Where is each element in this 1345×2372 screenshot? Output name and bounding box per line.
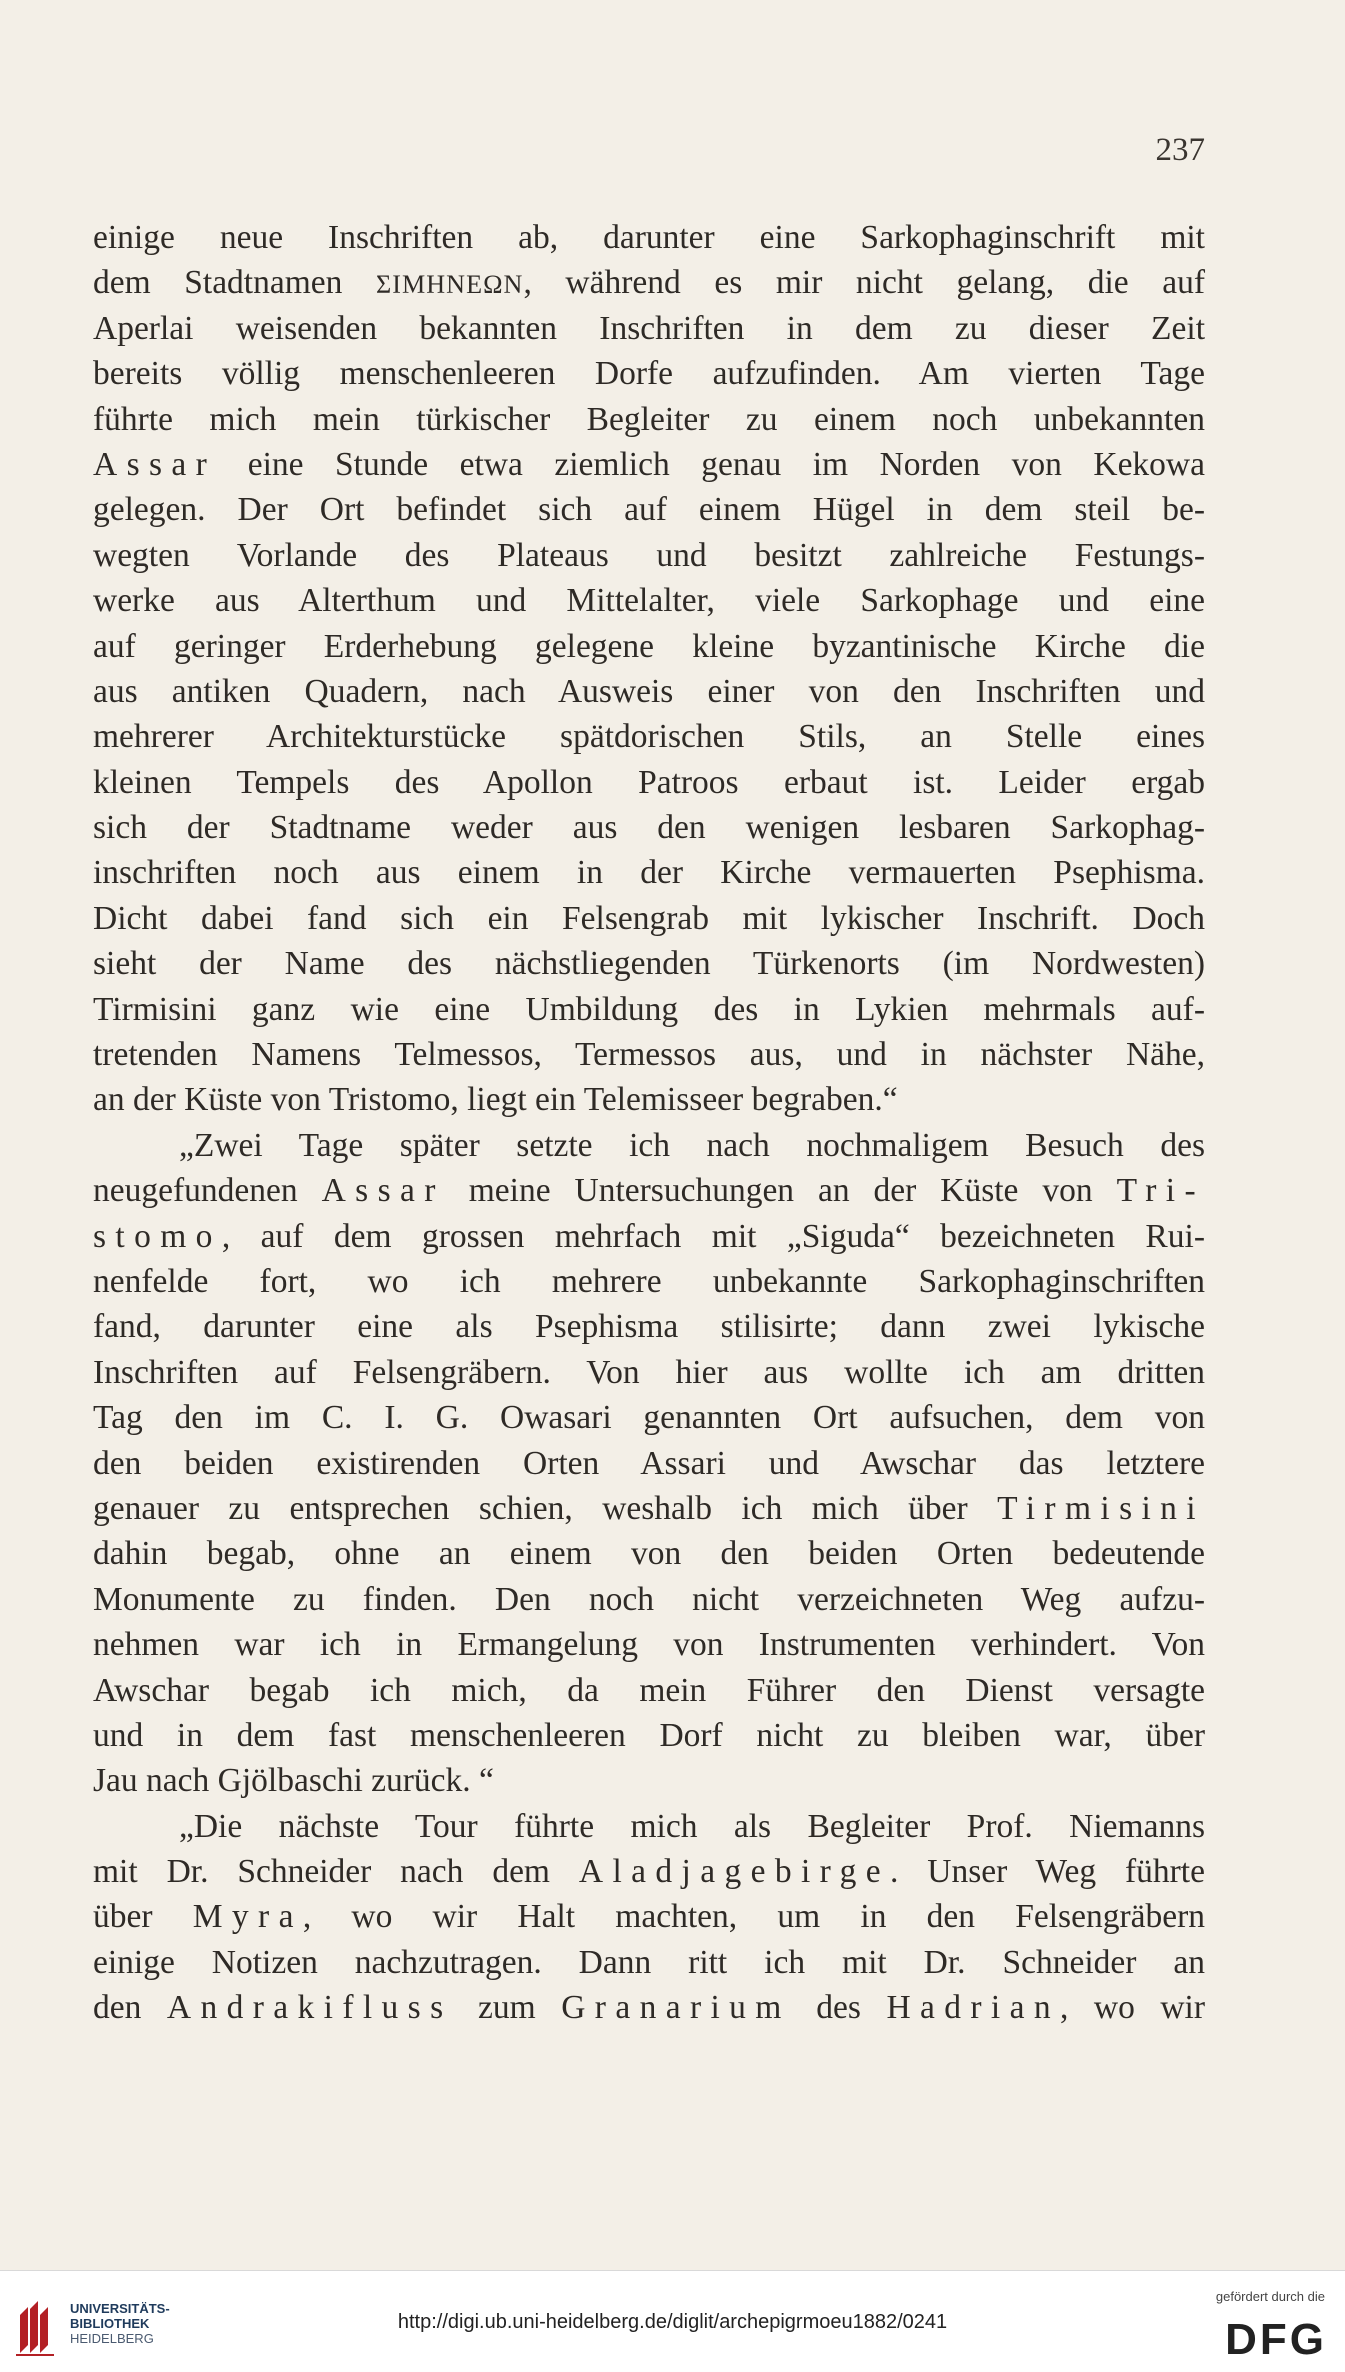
spaced-emphasis: Assar bbox=[93, 445, 217, 483]
text-line bbox=[93, 351, 1205, 396]
text-run: Tirmisini ganz wie eine Umbildung des in Lykien mehrmals auf- bbox=[93, 990, 1205, 1028]
text-run: über bbox=[93, 1898, 193, 1936]
text-line bbox=[93, 1486, 1205, 1531]
text-line bbox=[93, 805, 1205, 850]
text-line bbox=[93, 1577, 1205, 1622]
text-run: an der Küste von Tristomo, liegt ein Telemisseer begraben.“ bbox=[93, 1081, 898, 1119]
text-line bbox=[93, 1214, 1205, 1259]
text-line bbox=[93, 442, 1205, 487]
text-line bbox=[93, 1985, 1205, 2030]
text-run: nenfelde fort, wo ich mehrere unbekannte Sarkophaginschriften bbox=[93, 1262, 1205, 1300]
text-run: und in dem fast menschenleeren Dorf nicht zu bleiben war, über bbox=[93, 1716, 1205, 1754]
text-run: des bbox=[790, 1989, 887, 2027]
text-run: gelegen. Der Ort befindet sich auf einem Hügel in dem steil be- bbox=[93, 491, 1205, 529]
text-line bbox=[93, 669, 1205, 714]
text-run: bereits völlig menschenleeren Dorfe aufzufinden. Am vierten Tage bbox=[93, 355, 1205, 393]
text-line bbox=[93, 1849, 1205, 1894]
text-line bbox=[93, 1713, 1205, 1758]
text-line bbox=[93, 1804, 1205, 1849]
text-line bbox=[93, 760, 1205, 805]
text-run: Jau nach Gjölbaschi zurück. “ bbox=[93, 1762, 494, 1800]
text-run: Aperlai weisenden bekannten Inschriften in dem zu dieser Zeit bbox=[93, 309, 1205, 347]
library-name-line-1: UNIVERSITÄTS- bbox=[70, 2301, 170, 2316]
text-line bbox=[93, 1441, 1205, 1486]
text-line bbox=[93, 260, 1205, 305]
text-line bbox=[93, 533, 1205, 578]
text-line bbox=[93, 1259, 1205, 1304]
spaced-emphasis: Assar bbox=[321, 1172, 445, 1210]
text-line bbox=[93, 1304, 1205, 1349]
text-line bbox=[93, 850, 1205, 895]
text-run: kleinen Tempels des Apollon Patroos erbaut ist. Leider ergab bbox=[93, 763, 1205, 801]
text-run: neugefundenen bbox=[93, 1172, 322, 1210]
text-run: Tag den im C. I. G. Owasari genannten Ort aufsuchen, dem von bbox=[93, 1399, 1205, 1437]
text-run: sieht der Name des nächstliegenden Türkenorts (im Nordwesten) bbox=[93, 945, 1205, 983]
text-run: sich der Stadtname weder aus den wenigen lesbaren Sarkophag- bbox=[93, 809, 1205, 847]
text-line bbox=[93, 941, 1205, 986]
text-run: , während es mir nicht gelang, die auf bbox=[523, 264, 1205, 302]
text-run: den beiden existirenden Orten Assari und Awschar das letztere bbox=[93, 1444, 1205, 1482]
text-run: zum bbox=[452, 1989, 562, 2027]
library-name-line-2: BIBLIOTHEK bbox=[70, 2316, 150, 2331]
text-line bbox=[93, 1940, 1205, 1985]
text-line bbox=[93, 306, 1205, 351]
spaced-emphasis: Tirmisini bbox=[997, 1489, 1205, 1527]
text-run: wegten Vorlande des Plateaus und besitzt zahlreiche Festungs- bbox=[93, 536, 1205, 574]
text-run: auf geringer Erderhebung gelegene kleine byzantinische Kirche die bbox=[93, 627, 1205, 665]
text-line bbox=[93, 1758, 1205, 1803]
spaced-emphasis: Myra bbox=[192, 1898, 303, 1936]
text-run: einige neue Inschriften ab, darunter eine Sarkophaginschrift mit bbox=[93, 219, 1205, 256]
spaced-emphasis: Tri- bbox=[1116, 1172, 1205, 1210]
text-run: aus antiken Quadern, nach Ausweis einer von den Inschriften und bbox=[93, 672, 1205, 710]
text-line bbox=[93, 1077, 1205, 1122]
text-run: inschriften noch aus einem in der Kirche vermauerten Psephisma. bbox=[93, 854, 1205, 892]
text-run: fand, darunter eine als Psephisma stilisirte; dann zwei lykische bbox=[93, 1308, 1205, 1346]
text-run: führte mich mein türkischer Begleiter zu einem noch unbekannten bbox=[93, 400, 1205, 438]
text-run: , wo wir bbox=[1060, 1989, 1205, 2027]
text-run: . Unser Weg führte bbox=[889, 1853, 1205, 1891]
library-name-line-3: HEIDELBERG bbox=[70, 2331, 154, 2346]
text-run: Awschar begab ich mich, da mein Führer den Dienst versagte bbox=[93, 1671, 1205, 1709]
text-run: dem Stadtnamen bbox=[93, 264, 376, 302]
footer-bar bbox=[0, 2270, 1345, 2372]
text-run: mit Dr. Schneider nach dem bbox=[93, 1853, 579, 1891]
source-url-link[interactable]: http://digi.ub.uni-heidelberg.de/diglit/archepigrmoeu1882/0241 bbox=[397, 2311, 948, 2333]
body-text bbox=[93, 215, 1205, 2031]
spaced-emphasis: Aladjagebirge bbox=[578, 1853, 890, 1891]
text-line bbox=[93, 215, 1205, 260]
text-line bbox=[93, 1622, 1205, 1667]
text-line bbox=[93, 1894, 1205, 1939]
text-line bbox=[93, 1168, 1205, 1213]
text-run: eine Stunde etwa ziemlich genau im Norden von Kekowa bbox=[216, 445, 1205, 483]
text-run: einige Notizen nachzutragen. Dann ritt ich mit Dr. Schneider an bbox=[93, 1943, 1205, 1981]
text-run: , wo wir Halt machten, um in den Felsengräbern bbox=[302, 1898, 1205, 1936]
text-line bbox=[93, 1668, 1205, 1713]
text-run: mehrerer Architekturstücke spätdorischen Stils, an Stelle eines bbox=[93, 718, 1205, 756]
small-caps-text: ΣΙΜΗΝΕΩΝ bbox=[376, 270, 524, 300]
text-run: tretenden Namens Telmessos, Termessos aus, und in nächster Nähe, bbox=[93, 1036, 1205, 1074]
text-run: , auf dem grossen mehrfach mit „Siguda“ bezeichneten Rui- bbox=[221, 1217, 1205, 1255]
text-run: Dicht dabei fand sich ein Felsengrab mit lykischer Inschrift. Doch bbox=[93, 899, 1205, 937]
text-run: genauer zu entsprechen schien, weshalb ich mich über bbox=[93, 1489, 998, 1527]
text-line bbox=[93, 624, 1205, 669]
text-line bbox=[93, 487, 1205, 532]
page-number: 237 bbox=[1155, 132, 1205, 168]
text-line bbox=[93, 1123, 1205, 1168]
text-line bbox=[93, 1032, 1205, 1077]
text-run: dahin begab, ohne an einem von den beiden Orten bedeutende bbox=[93, 1535, 1205, 1573]
text-line bbox=[93, 1350, 1205, 1395]
text-run: Inschriften auf Felsengräbern. Von hier aus wollte ich am dritten bbox=[93, 1353, 1205, 1391]
text-run: den bbox=[93, 1989, 167, 2027]
dfg-logo: DFG bbox=[1225, 2315, 1327, 2364]
text-run: „Die nächste Tour führte mich als Begleiter Prof. Niemanns bbox=[179, 1807, 1205, 1845]
spaced-emphasis: stomo bbox=[93, 1217, 222, 1255]
text-run: meine Untersuchungen an der Küste von bbox=[444, 1172, 1117, 1210]
text-line bbox=[93, 896, 1205, 941]
text-run: Monumente zu finden. Den noch nicht verzeichneten Weg aufzu- bbox=[93, 1580, 1205, 1618]
text-line bbox=[93, 397, 1205, 442]
spaced-emphasis: Andrakifluss bbox=[166, 1989, 453, 2027]
text-line bbox=[93, 1395, 1205, 1440]
text-run: werke aus Alterthum und Mittelalter, viele Sarkophage und eine bbox=[93, 582, 1205, 620]
text-run: nehmen war ich in Ermangelung von Instrumenten verhindert. Von bbox=[93, 1626, 1205, 1664]
text-line bbox=[93, 578, 1205, 623]
funded-by-label: gefördert durch die bbox=[1215, 2289, 1325, 2304]
text-line bbox=[93, 1531, 1205, 1576]
text-line bbox=[93, 714, 1205, 759]
text-run: „Zwei Tage später setzte ich nach nochmaligem Besuch des bbox=[179, 1126, 1205, 1164]
spaced-emphasis: Hadrian bbox=[886, 1989, 1060, 2027]
text-line bbox=[93, 987, 1205, 1032]
spaced-emphasis: Granarium bbox=[561, 1989, 791, 2027]
